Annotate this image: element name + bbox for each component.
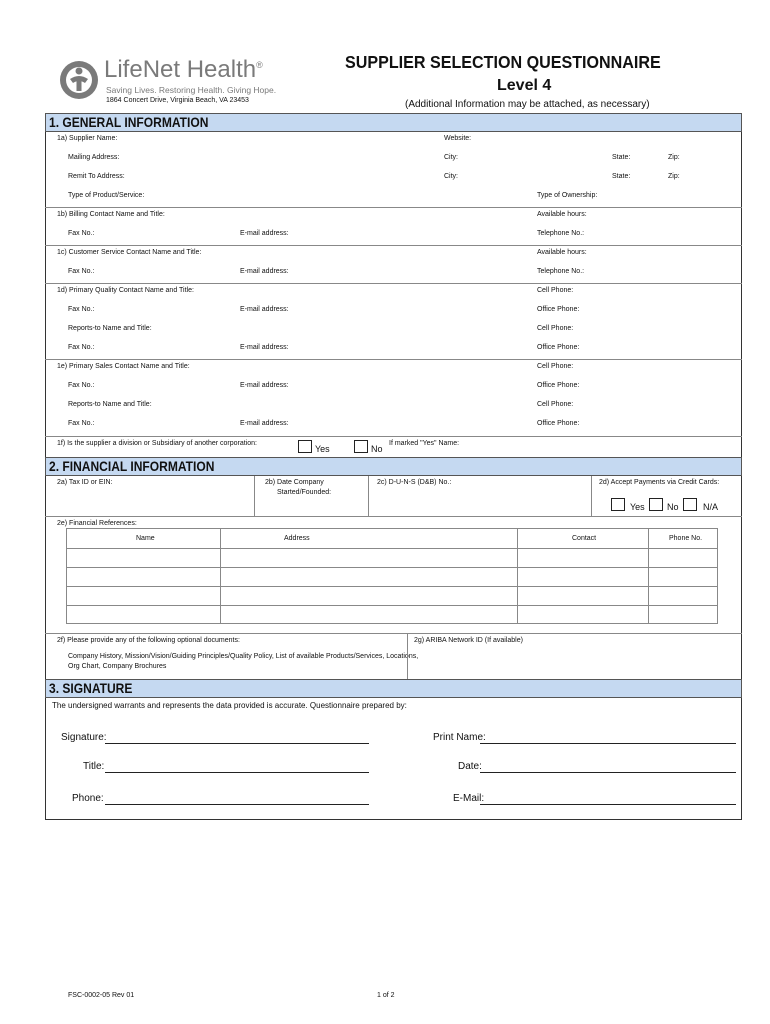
- date-label: Date:: [458, 761, 482, 772]
- signature-label: Signature:: [61, 732, 107, 743]
- date-line[interactable]: [480, 772, 736, 773]
- print-name-label: Print Name:: [433, 732, 486, 743]
- title-label: Title:: [83, 761, 105, 772]
- zip-label-2: Zip:: [668, 173, 680, 180]
- title-line[interactable]: [105, 772, 369, 773]
- date-started-label-2: Started/Founded:: [277, 489, 332, 496]
- quality-contact-label: 1d) Primary Quality Contact Name and Title:: [57, 287, 194, 294]
- type-ownership-label: Type of Ownership:: [537, 192, 598, 199]
- quality-office-label: Office Phone:: [537, 306, 580, 313]
- duns-label: 2c) D-U-N-S (D&B) No.:: [377, 479, 452, 486]
- cs-contact-label: 1c) Customer Service Contact Name and Title:: [57, 249, 202, 256]
- divider: [648, 529, 649, 623]
- optional-docs-line2: Org Chart, Company Brochures: [68, 663, 167, 670]
- sales-fax-label: Fax No.:: [68, 382, 95, 389]
- page-number: 1 of 2: [377, 992, 395, 999]
- cs-email-label: E-mail address:: [240, 268, 289, 275]
- divider: [407, 633, 408, 679]
- print-name-line[interactable]: [480, 743, 736, 744]
- divider: [67, 586, 717, 587]
- city-label-2: City:: [444, 173, 458, 180]
- divider: [45, 516, 742, 517]
- logo-tagline: Saving Lives. Restoring Health. Giving Hope.: [106, 85, 277, 95]
- divider: [67, 605, 717, 606]
- sales-office-label: Office Phone:: [537, 382, 580, 389]
- mailing-address-label: Mailing Address:: [68, 154, 120, 161]
- subsidiary-name-label: If marked "Yes" Name:: [389, 440, 460, 447]
- phone-line[interactable]: [105, 804, 369, 805]
- email-line[interactable]: [480, 804, 736, 805]
- ariba-label: 2g) ARIBA Network ID (If available): [414, 637, 523, 644]
- email-label: E-Mail:: [453, 793, 485, 804]
- form-level: Level 4: [497, 77, 552, 94]
- supplier-name-label: 1a) Supplier Name:: [57, 135, 118, 142]
- credit-yes-label: Yes: [630, 502, 645, 512]
- section-financial-information: 2. FINANCIAL INFORMATION: [45, 457, 742, 476]
- divider: [45, 245, 742, 246]
- divider: [591, 476, 592, 516]
- tax-id-label: 2a) Tax ID or EIN:: [57, 479, 113, 486]
- subsidiary-no-label: No: [371, 444, 383, 454]
- credit-cards-label: 2d) Accept Payments via Credit Cards:: [599, 479, 720, 486]
- financial-references-table: [66, 528, 718, 624]
- divider: [220, 529, 221, 623]
- signature-line[interactable]: [105, 743, 369, 744]
- sales-reports-email-label: E-mail address:: [240, 420, 289, 427]
- sales-reports-to-label: Reports-to Name and Title:: [68, 401, 152, 408]
- website-label: Website:: [444, 135, 472, 142]
- ref-header-phone: Phone No.: [669, 535, 703, 542]
- cs-telephone-label: Telephone No.:: [537, 268, 585, 275]
- divider: [368, 476, 369, 516]
- billing-hours-label: Available hours:: [537, 211, 587, 218]
- credit-na-label: N/A: [703, 502, 719, 512]
- quality-cell-label: Cell Phone:: [537, 287, 574, 294]
- form-note: (Additional Information may be attached, as necessary): [405, 99, 650, 110]
- section-general-information: 1. GENERAL INFORMATION: [45, 113, 742, 132]
- billing-email-label: E-mail address:: [240, 230, 289, 237]
- divider: [45, 207, 742, 208]
- quality-reports-to-label: Reports-to Name and Title:: [68, 325, 152, 332]
- quality-reports-cell-label: Cell Phone:: [537, 325, 574, 332]
- sales-contact-label: 1e) Primary Sales Contact Name and Title:: [57, 363, 190, 370]
- billing-fax-label: Fax No.:: [68, 230, 95, 237]
- optional-docs-label: 2f) Please provide any of the following optional documents:: [57, 637, 240, 644]
- form-title: SUPPLIER SELECTION QUESTIONNAIRE: [345, 52, 661, 72]
- credit-no-label: No: [667, 502, 679, 512]
- divider: [45, 633, 742, 634]
- subsidiary-yes-checkbox[interactable]: [298, 440, 312, 453]
- credit-yes-checkbox[interactable]: [611, 498, 625, 511]
- divider: [45, 283, 742, 284]
- cs-hours-label: Available hours:: [537, 249, 587, 256]
- quality-email-label: E-mail address:: [240, 306, 289, 313]
- subsidiary-no-checkbox[interactable]: [354, 440, 368, 453]
- cs-fax-label: Fax No.:: [68, 268, 95, 275]
- financial-refs-label: 2e) Financial References:: [57, 520, 137, 527]
- divider: [45, 436, 742, 437]
- phone-label: Phone:: [72, 793, 104, 804]
- credit-no-checkbox[interactable]: [649, 498, 663, 511]
- subsidiary-yes-label: Yes: [315, 444, 330, 454]
- state-label: State:: [612, 154, 631, 161]
- type-product-label: Type of Product/Service:: [68, 192, 145, 199]
- divider: [254, 476, 255, 516]
- credit-na-checkbox[interactable]: [683, 498, 697, 511]
- ref-header-address: Address: [284, 535, 310, 542]
- remit-to-label: Remit To Address:: [68, 173, 125, 180]
- optional-docs-line1: Company History, Mission/Vision/Guiding Principles/Quality Policy, List of available Products/Services, Locations,: [68, 653, 419, 660]
- sales-email-label: E-mail address:: [240, 382, 289, 389]
- quality-fax-label: Fax No.:: [68, 306, 95, 313]
- state-label-2: State:: [612, 173, 631, 180]
- ref-header-name: Name: [136, 535, 155, 542]
- divider: [517, 529, 518, 623]
- divider: [67, 548, 717, 549]
- logo-wordmark: LifeNet Health®: [104, 56, 263, 83]
- lifenet-logo-icon: [58, 59, 100, 101]
- warrant-statement: The undersigned warrants and represents the data provided is accurate. Questionnaire prepared by:: [52, 701, 407, 710]
- form-id: FSC-0002-05 Rev 01: [68, 992, 135, 999]
- sales-reports-cell-label: Cell Phone:: [537, 401, 574, 408]
- sales-reports-fax-label: Fax No.:: [68, 420, 95, 427]
- quality-reports-email-label: E-mail address:: [240, 344, 289, 351]
- company-address: 1864 Concert Drive, Virginia Beach, VA 23453: [106, 97, 249, 104]
- sales-cell-label: Cell Phone:: [537, 363, 574, 370]
- subsidiary-question: 1f) Is the supplier a division or Subsidiary of another corporation:: [57, 440, 257, 447]
- billing-contact-label: 1b) Billing Contact Name and Title:: [57, 211, 165, 218]
- section-signature: 3. SIGNATURE: [45, 679, 742, 698]
- quality-reports-office-label: Office Phone:: [537, 344, 580, 351]
- date-started-label-1: 2b) Date Company: [265, 479, 324, 486]
- sales-reports-office-label: Office Phone:: [537, 420, 580, 427]
- zip-label: Zip:: [668, 154, 680, 161]
- ref-header-contact: Contact: [572, 535, 597, 542]
- divider: [45, 359, 742, 360]
- quality-reports-fax-label: Fax No.:: [68, 344, 95, 351]
- divider: [67, 567, 717, 568]
- city-label: City:: [444, 154, 458, 161]
- billing-telephone-label: Telephone No.:: [537, 230, 585, 237]
